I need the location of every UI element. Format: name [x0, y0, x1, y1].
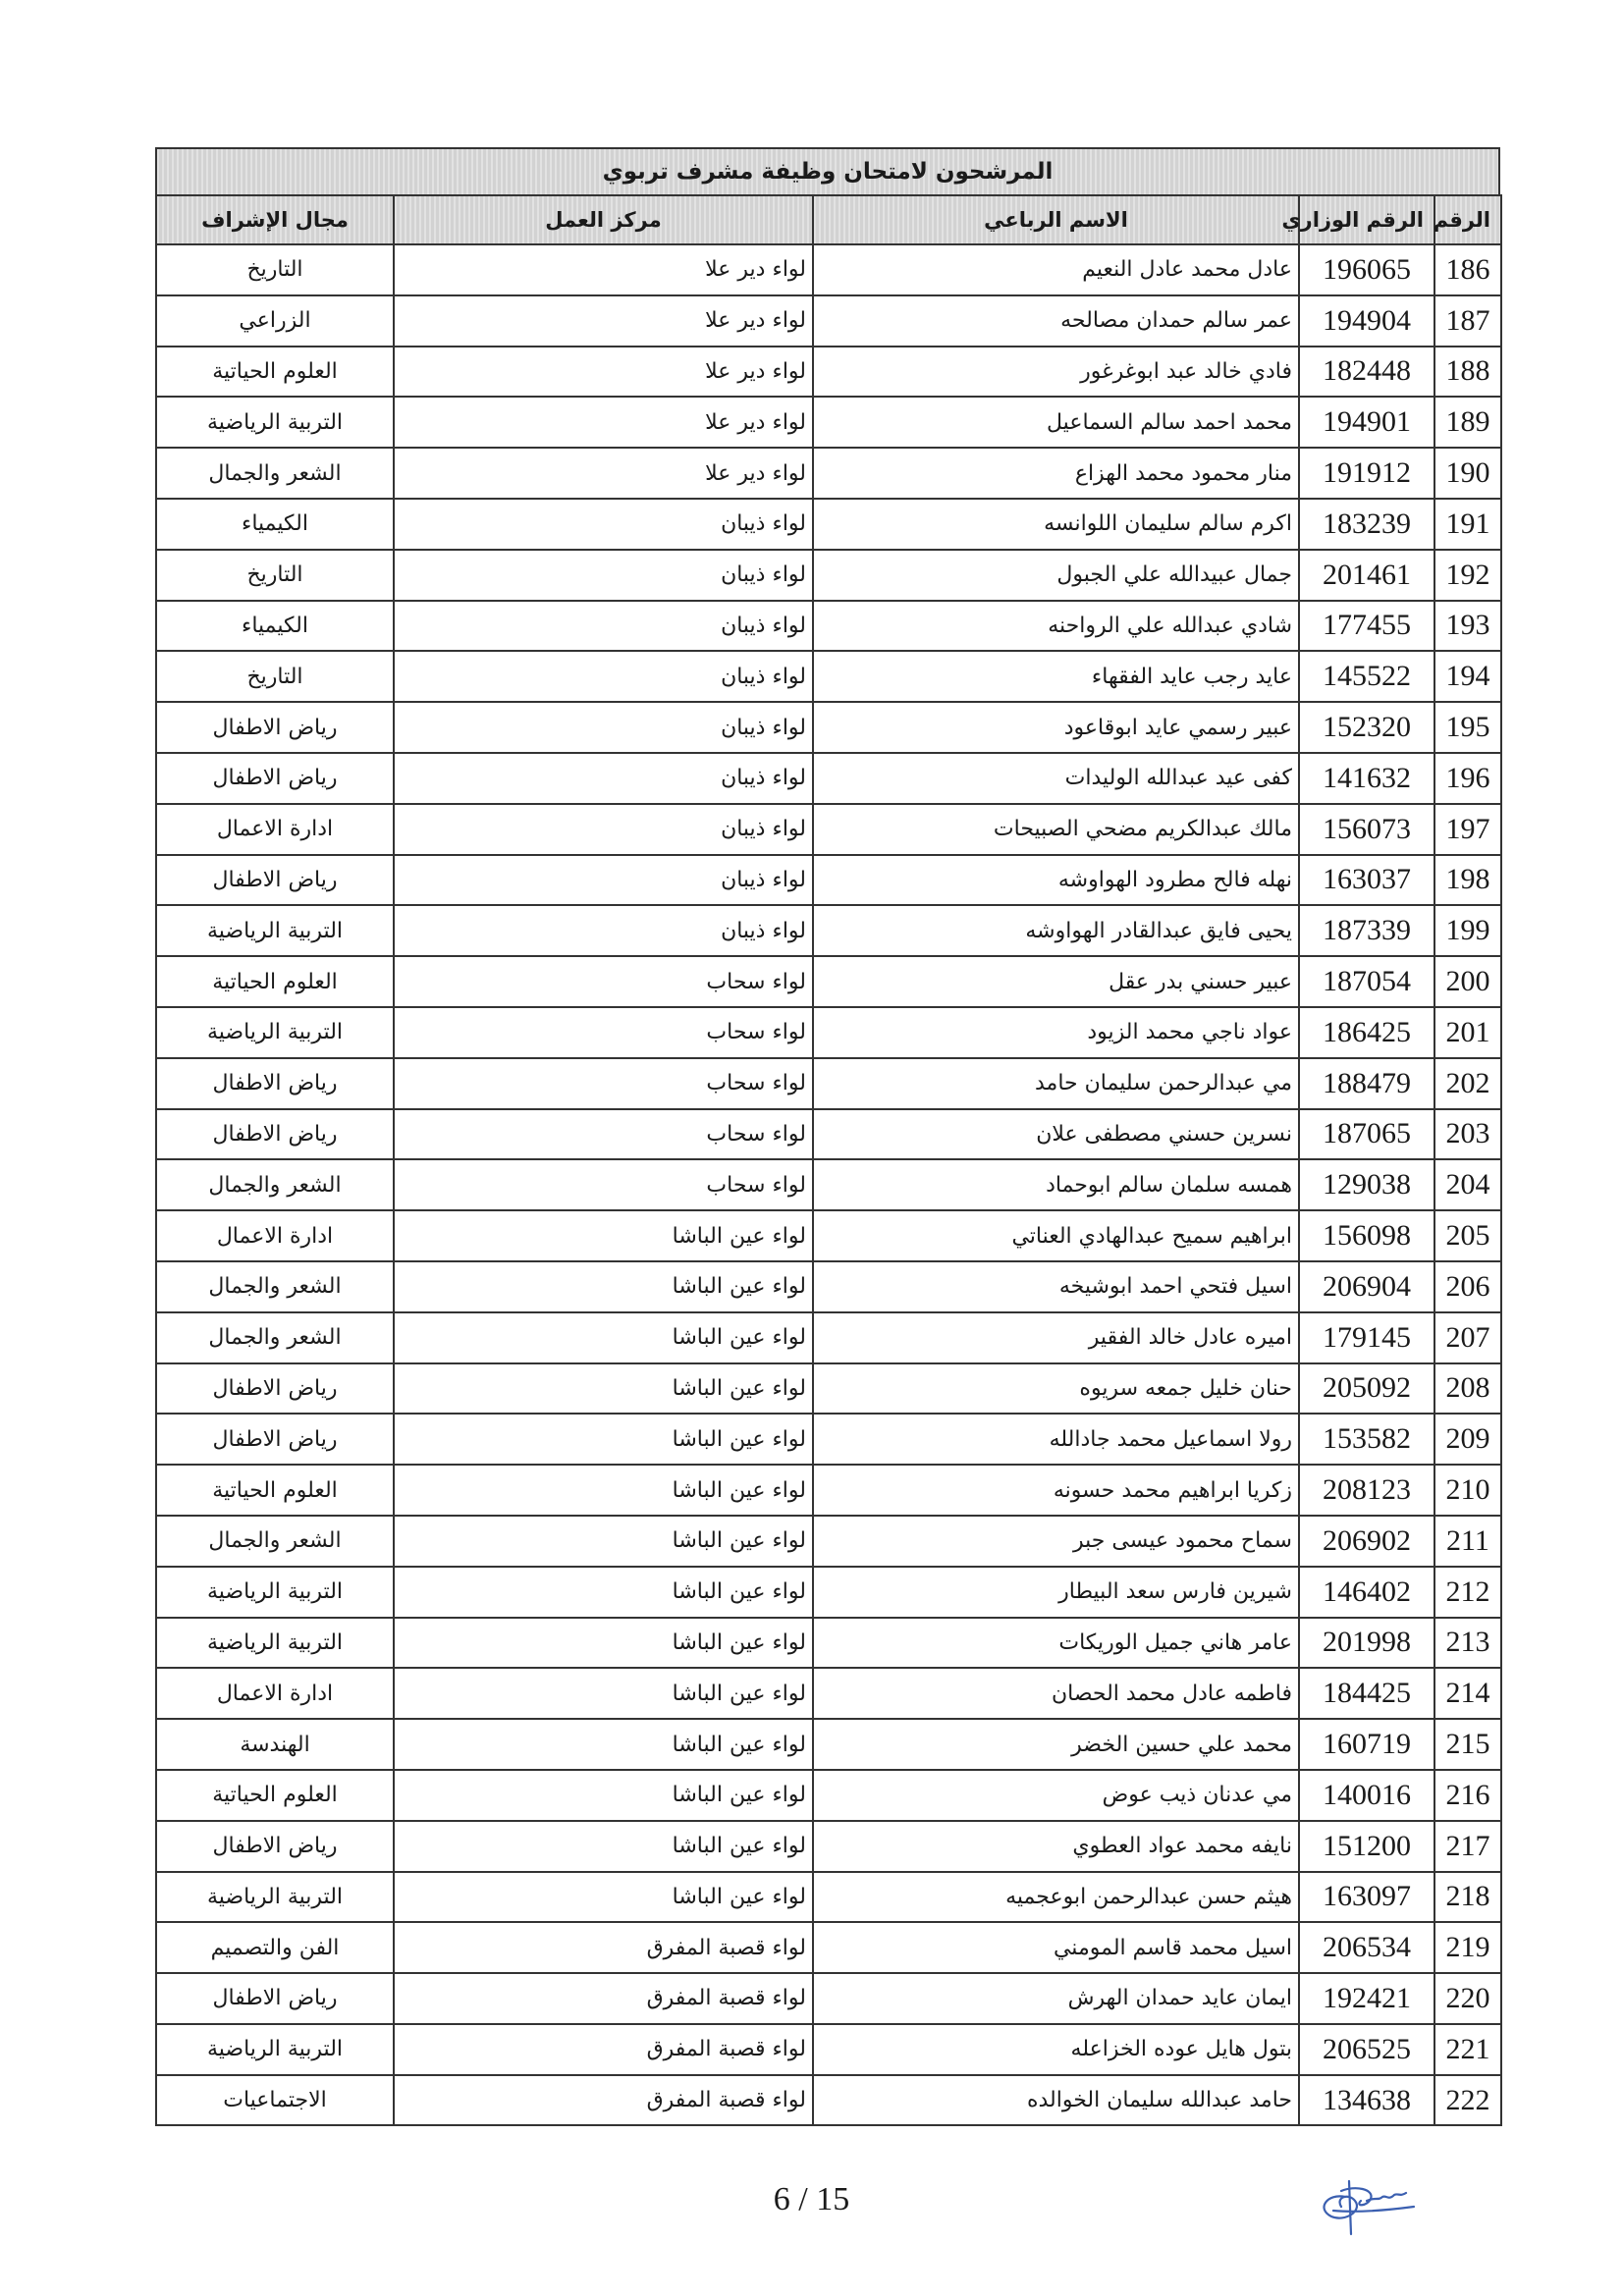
cell-supervision-field: التاريخ	[156, 244, 394, 295]
cell-no: 189	[1434, 397, 1501, 448]
table-row	[156, 2024, 1501, 2075]
cell-supervision-field: التربية الرياضية	[156, 1567, 394, 1618]
cell-no: 206	[1434, 1261, 1501, 1312]
table-row	[156, 1516, 1501, 1567]
cell-no: 217	[1434, 1821, 1501, 1872]
table-row	[156, 1872, 1501, 1923]
cell-ministry-id: 196065	[1299, 244, 1434, 295]
table-title: المرشحون لامتحان وظيفة مشرف تربوي	[155, 147, 1500, 194]
cell-full-name: عايد رجب عايد الفقهاء	[813, 651, 1299, 702]
cell-full-name: عبير حسني بدر عقل	[813, 956, 1299, 1007]
cell-supervision-field: التربية الرياضية	[156, 2024, 394, 2075]
cell-supervision-field: التاريخ	[156, 651, 394, 702]
cell-full-name: عادل محمد عادل النعيم	[813, 244, 1299, 295]
cell-no: 205	[1434, 1210, 1501, 1261]
cell-supervision-field: رياض الاطفال	[156, 1821, 394, 1872]
cell-no: 198	[1434, 855, 1501, 906]
cell-ministry-id: 187065	[1299, 1109, 1434, 1160]
page-number: 6 / 15	[773, 2181, 850, 2217]
cell-supervision-field: التربية الرياضية	[156, 905, 394, 956]
cell-full-name: فادي خالد عبد ابوغرغور	[813, 347, 1299, 398]
table-row	[156, 244, 1501, 295]
cell-supervision-field: التربية الرياضية	[156, 1618, 394, 1669]
cell-no: 215	[1434, 1719, 1501, 1770]
cell-no: 214	[1434, 1668, 1501, 1719]
cell-work-center: لواء ذيبان	[394, 499, 813, 550]
cell-supervision-field: الشعر والجمال	[156, 1261, 394, 1312]
cell-work-center: لواء عين الباشا	[394, 1210, 813, 1261]
cell-supervision-field: ادارة الاعمال	[156, 804, 394, 855]
table-row	[156, 753, 1501, 804]
cell-supervision-field: رياض الاطفال	[156, 1109, 394, 1160]
cell-ministry-id: 206904	[1299, 1261, 1434, 1312]
cell-supervision-field: الزراعي	[156, 295, 394, 347]
table-row	[156, 1058, 1501, 1109]
cell-ministry-id: 152320	[1299, 702, 1434, 753]
cell-work-center: لواء عين الباشا	[394, 1770, 813, 1821]
cell-full-name: حنان خليل جمعه سريوه	[813, 1363, 1299, 1415]
cell-full-name: شيرين فارس سعد البيطار	[813, 1567, 1299, 1618]
cell-ministry-id: 177455	[1299, 601, 1434, 652]
cell-supervision-field: التربية الرياضية	[156, 1872, 394, 1923]
table-row	[156, 1363, 1501, 1415]
cell-work-center: لواء دير علا	[394, 347, 813, 398]
table-row	[156, 956, 1501, 1007]
cell-no: 208	[1434, 1363, 1501, 1415]
table-row	[156, 1210, 1501, 1261]
cell-no: 218	[1434, 1872, 1501, 1923]
cell-no: 200	[1434, 956, 1501, 1007]
cell-ministry-id: 191912	[1299, 448, 1434, 499]
cell-full-name: سماح محمود عيسى جبر	[813, 1516, 1299, 1567]
header-work-center: مركز العمل	[394, 195, 813, 244]
table-row	[156, 1312, 1501, 1363]
cell-no: 219	[1434, 1922, 1501, 1973]
table-row	[156, 1159, 1501, 1210]
table-row	[156, 905, 1501, 956]
cell-ministry-id: 141632	[1299, 753, 1434, 804]
cell-full-name: كفى عيد عبدالله الوليدات	[813, 753, 1299, 804]
cell-work-center: لواء سحاب	[394, 1109, 813, 1160]
cell-work-center: لواء دير علا	[394, 448, 813, 499]
cell-supervision-field: الشعر والجمال	[156, 1516, 394, 1567]
cell-work-center: لواء سحاب	[394, 1007, 813, 1058]
cell-work-center: لواء عين الباشا	[394, 1414, 813, 1465]
cell-work-center: لواء عين الباشا	[394, 1872, 813, 1923]
candidates-table	[155, 194, 1502, 2126]
table-row	[156, 1414, 1501, 1465]
table-row	[156, 550, 1501, 601]
cell-work-center: لواء عين الباشا	[394, 1261, 813, 1312]
cell-ministry-id: 151200	[1299, 1821, 1434, 1872]
header-no: الرقم	[1434, 195, 1501, 244]
cell-full-name: حامد عبدالله سليمان الخوالده	[813, 2075, 1299, 2126]
cell-ministry-id: 183239	[1299, 499, 1434, 550]
cell-ministry-id: 163037	[1299, 855, 1434, 906]
cell-full-name: اكرم سالم سليمان اللوانسه	[813, 499, 1299, 550]
cell-full-name: نايفه محمد عواد العطوي	[813, 1821, 1299, 1872]
cell-supervision-field: الكيمياء	[156, 499, 394, 550]
cell-full-name: مالك عبدالكريم مضحي الصبيحات	[813, 804, 1299, 855]
header-row	[156, 195, 1501, 244]
cell-work-center: لواء سحاب	[394, 956, 813, 1007]
cell-work-center: لواء عين الباشا	[394, 1516, 813, 1567]
cell-ministry-id: 192421	[1299, 1973, 1434, 2024]
cell-ministry-id: 206902	[1299, 1516, 1434, 1567]
cell-full-name: عواد ناجي محمد الزيود	[813, 1007, 1299, 1058]
table-row	[156, 295, 1501, 347]
cell-ministry-id: 206525	[1299, 2024, 1434, 2075]
table-row	[156, 1567, 1501, 1618]
cell-full-name: مي عبدالرحمن سليمان حامد	[813, 1058, 1299, 1109]
table-row	[156, 1770, 1501, 1821]
table-row	[156, 1821, 1501, 1872]
cell-supervision-field: رياض الاطفال	[156, 1363, 394, 1415]
cell-full-name: نسرين حسني مصطفى علان	[813, 1109, 1299, 1160]
cell-work-center: لواء ذيبان	[394, 651, 813, 702]
cell-ministry-id: 160719	[1299, 1719, 1434, 1770]
cell-ministry-id: 156073	[1299, 804, 1434, 855]
cell-no: 194	[1434, 651, 1501, 702]
cell-no: 211	[1434, 1516, 1501, 1567]
cell-no: 196	[1434, 753, 1501, 804]
cell-work-center: لواء قصبة المفرق	[394, 1922, 813, 1973]
cell-work-center: لواء ذيبان	[394, 702, 813, 753]
cell-full-name: اسيل محمد قاسم المومني	[813, 1922, 1299, 1973]
cell-work-center: لواء عين الباشا	[394, 1719, 813, 1770]
cell-supervision-field: الهندسة	[156, 1719, 394, 1770]
cell-ministry-id: 201998	[1299, 1618, 1434, 1669]
cell-ministry-id: 145522	[1299, 651, 1434, 702]
cell-ministry-id: 206534	[1299, 1922, 1434, 1973]
cell-supervision-field: ادارة الاعمال	[156, 1210, 394, 1261]
cell-ministry-id: 129038	[1299, 1159, 1434, 1210]
cell-full-name: اسيل فتحي احمد ابوشيخه	[813, 1261, 1299, 1312]
cell-supervision-field: العلوم الحياتية	[156, 956, 394, 1007]
cell-ministry-id: 187339	[1299, 905, 1434, 956]
header-full-name: الاسم الرباعي	[813, 195, 1299, 244]
cell-full-name: همسه سلمان سالم ابوحماد	[813, 1159, 1299, 1210]
cell-supervision-field: رياض الاطفال	[156, 1973, 394, 2024]
cell-supervision-field: العلوم الحياتية	[156, 1465, 394, 1516]
table-row	[156, 1618, 1501, 1669]
table-row	[156, 601, 1501, 652]
cell-full-name: ابراهيم سميح عبدالهادي العناتي	[813, 1210, 1299, 1261]
cell-no: 207	[1434, 1312, 1501, 1363]
cell-supervision-field: الشعر والجمال	[156, 1159, 394, 1210]
cell-supervision-field: رياض الاطفال	[156, 855, 394, 906]
cell-work-center: لواء عين الباشا	[394, 1312, 813, 1363]
cell-no: 197	[1434, 804, 1501, 855]
cell-full-name: يحيى فايق عبدالقادر الهواوشه	[813, 905, 1299, 956]
cell-full-name: بتول هايل عوده الخزاعله	[813, 2024, 1299, 2075]
signature-icon	[1306, 2167, 1424, 2236]
cell-work-center: لواء عين الباشا	[394, 1821, 813, 1872]
cell-supervision-field: الكيمياء	[156, 601, 394, 652]
cell-work-center: لواء دير علا	[394, 244, 813, 295]
cell-supervision-field: الفن والتصميم	[156, 1922, 394, 1973]
table-row	[156, 1007, 1501, 1058]
cell-ministry-id: 188479	[1299, 1058, 1434, 1109]
cell-ministry-id: 163097	[1299, 1872, 1434, 1923]
cell-no: 203	[1434, 1109, 1501, 1160]
cell-no: 199	[1434, 905, 1501, 956]
table-row	[156, 855, 1501, 906]
cell-supervision-field: الاجتماعيات	[156, 2075, 394, 2126]
cell-work-center: لواء عين الباشا	[394, 1363, 813, 1415]
cell-supervision-field: رياض الاطفال	[156, 1414, 394, 1465]
cell-full-name: مي عدنان ذيب عوض	[813, 1770, 1299, 1821]
table-row	[156, 347, 1501, 398]
table-row	[156, 1719, 1501, 1770]
cell-full-name: عبير رسمي عايد ابوقاعود	[813, 702, 1299, 753]
cell-ministry-id: 184425	[1299, 1668, 1434, 1719]
cell-no: 220	[1434, 1973, 1501, 2024]
table-row	[156, 1109, 1501, 1160]
cell-ministry-id: 182448	[1299, 347, 1434, 398]
cell-ministry-id: 194901	[1299, 397, 1434, 448]
cell-full-name: ايمان عايد حمدان الهرش	[813, 1973, 1299, 2024]
cell-full-name: عمر سالم حمدان مصالحه	[813, 295, 1299, 347]
cell-ministry-id: 187054	[1299, 956, 1434, 1007]
cell-ministry-id: 156098	[1299, 1210, 1434, 1261]
cell-full-name: محمد احمد سالم السماعيل	[813, 397, 1299, 448]
cell-ministry-id: 208123	[1299, 1465, 1434, 1516]
cell-work-center: لواء ذيبان	[394, 550, 813, 601]
cell-work-center: لواء سحاب	[394, 1058, 813, 1109]
cell-work-center: لواء ذيبان	[394, 855, 813, 906]
table-row	[156, 1922, 1501, 1973]
cell-work-center: لواء عين الباشا	[394, 1567, 813, 1618]
cell-work-center: لواء ذيبان	[394, 905, 813, 956]
cell-supervision-field: التربية الرياضية	[156, 1007, 394, 1058]
cell-supervision-field: العلوم الحياتية	[156, 347, 394, 398]
candidates-sheet	[155, 147, 1500, 2126]
header-supervision-field: مجال الإشراف	[156, 195, 394, 244]
cell-ministry-id: 201461	[1299, 550, 1434, 601]
cell-full-name: هيثم حسن عبدالرحمن ابوعجميه	[813, 1872, 1299, 1923]
cell-full-name: محمد علي حسين الخضر	[813, 1719, 1299, 1770]
cell-no: 195	[1434, 702, 1501, 753]
cell-supervision-field: رياض الاطفال	[156, 1058, 394, 1109]
cell-work-center: لواء دير علا	[394, 397, 813, 448]
cell-supervision-field: الشعر والجمال	[156, 1312, 394, 1363]
cell-no: 212	[1434, 1567, 1501, 1618]
cell-full-name: نهله فالح مطرود الهواوشه	[813, 855, 1299, 906]
cell-full-name: عامر هاني جميل الوريكات	[813, 1618, 1299, 1669]
cell-no: 186	[1434, 244, 1501, 295]
cell-supervision-field: رياض الاطفال	[156, 702, 394, 753]
cell-supervision-field: الشعر والجمال	[156, 448, 394, 499]
table-row	[156, 702, 1501, 753]
table-row	[156, 1465, 1501, 1516]
table-row	[156, 448, 1501, 499]
cell-no: 202	[1434, 1058, 1501, 1109]
cell-supervision-field: العلوم الحياتية	[156, 1770, 394, 1821]
table-row	[156, 499, 1501, 550]
cell-work-center: لواء سحاب	[394, 1159, 813, 1210]
cell-no: 191	[1434, 499, 1501, 550]
cell-no: 222	[1434, 2075, 1501, 2126]
table-row	[156, 651, 1501, 702]
cell-full-name: زكريا ابراهيم محمد حسونه	[813, 1465, 1299, 1516]
cell-work-center: لواء عين الباشا	[394, 1465, 813, 1516]
cell-work-center: لواء قصبة المفرق	[394, 2075, 813, 2126]
cell-ministry-id: 179145	[1299, 1312, 1434, 1363]
cell-no: 216	[1434, 1770, 1501, 1821]
cell-no: 201	[1434, 1007, 1501, 1058]
table-body	[156, 244, 1501, 2125]
cell-full-name: رولا اسماعيل محمد جادالله	[813, 1414, 1299, 1465]
cell-no: 188	[1434, 347, 1501, 398]
cell-work-center: لواء ذيبان	[394, 753, 813, 804]
cell-no: 204	[1434, 1159, 1501, 1210]
cell-ministry-id: 146402	[1299, 1567, 1434, 1618]
cell-no: 193	[1434, 601, 1501, 652]
cell-ministry-id: 194904	[1299, 295, 1434, 347]
cell-supervision-field: التربية الرياضية	[156, 397, 394, 448]
cell-no: 192	[1434, 550, 1501, 601]
cell-no: 187	[1434, 295, 1501, 347]
cell-work-center: لواء قصبة المفرق	[394, 1973, 813, 2024]
cell-work-center: لواء دير علا	[394, 295, 813, 347]
cell-full-name: منار محمود محمد الهزاع	[813, 448, 1299, 499]
cell-work-center: لواء عين الباشا	[394, 1618, 813, 1669]
cell-no: 210	[1434, 1465, 1501, 1516]
cell-no: 190	[1434, 448, 1501, 499]
cell-supervision-field: رياض الاطفال	[156, 753, 394, 804]
cell-full-name: شادي عبدالله علي الرواحنه	[813, 601, 1299, 652]
header-ministry-id: الرقم الوزاري	[1299, 195, 1434, 244]
table-row	[156, 2075, 1501, 2126]
cell-supervision-field: التاريخ	[156, 550, 394, 601]
table-row	[156, 397, 1501, 448]
table-row	[156, 1261, 1501, 1312]
cell-full-name: فاطمه عادل محمد الحصان	[813, 1668, 1299, 1719]
cell-no: 221	[1434, 2024, 1501, 2075]
cell-ministry-id: 186425	[1299, 1007, 1434, 1058]
cell-ministry-id: 205092	[1299, 1363, 1434, 1415]
table-row	[156, 1668, 1501, 1719]
cell-full-name: جمال عبيدالله علي الجبول	[813, 550, 1299, 601]
cell-full-name: اميره عادل خالد الفقير	[813, 1312, 1299, 1363]
cell-supervision-field: ادارة الاعمال	[156, 1668, 394, 1719]
cell-ministry-id: 153582	[1299, 1414, 1434, 1465]
cell-work-center: لواء ذيبان	[394, 601, 813, 652]
table-row	[156, 1973, 1501, 2024]
cell-no: 213	[1434, 1618, 1501, 1669]
table-row	[156, 804, 1501, 855]
cell-ministry-id: 140016	[1299, 1770, 1434, 1821]
cell-work-center: لواء قصبة المفرق	[394, 2024, 813, 2075]
cell-no: 209	[1434, 1414, 1501, 1465]
cell-ministry-id: 134638	[1299, 2075, 1434, 2126]
cell-work-center: لواء ذيبان	[394, 804, 813, 855]
cell-work-center: لواء عين الباشا	[394, 1668, 813, 1719]
